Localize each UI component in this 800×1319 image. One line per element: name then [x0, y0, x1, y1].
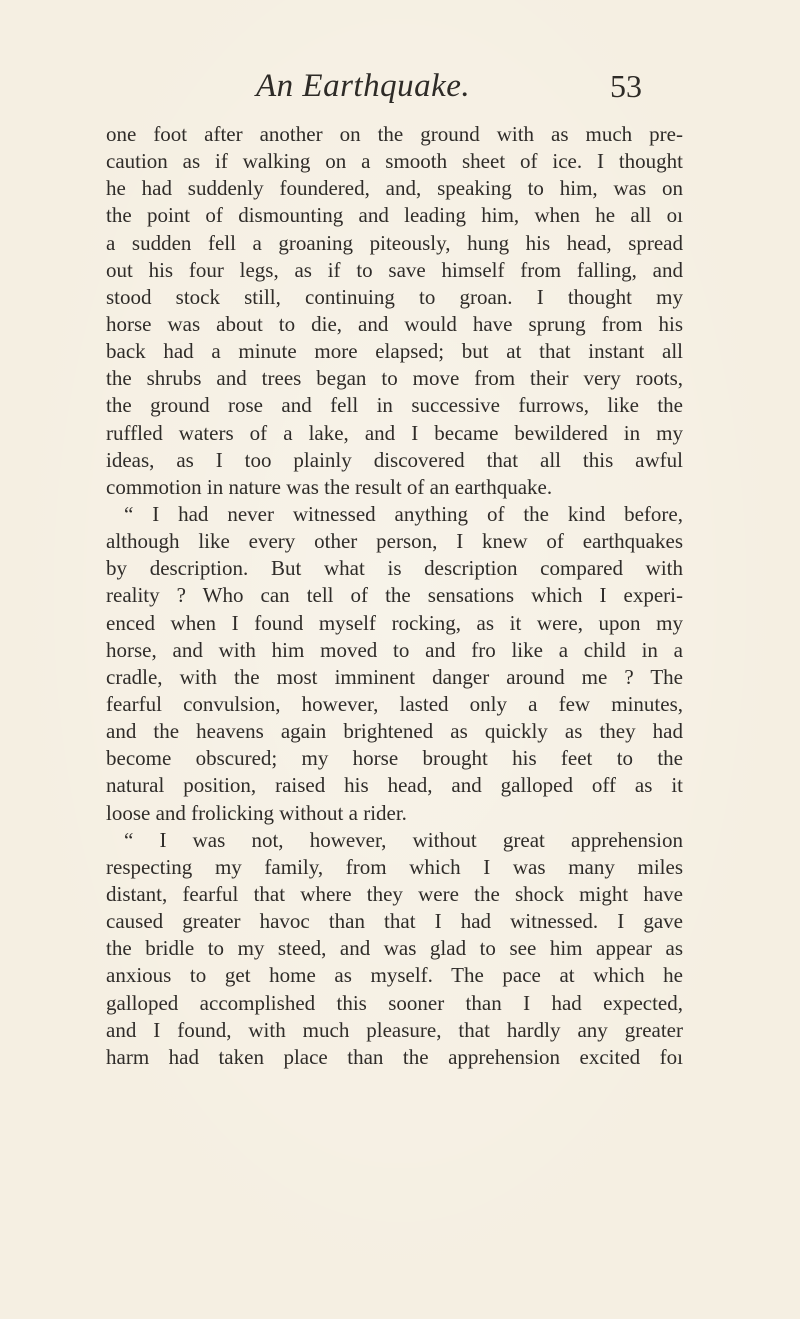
text-line: caused greater havoc than that I had witnessed. I gave — [106, 909, 683, 934]
text-line: and the heavens again brightened as quickly as they had — [106, 719, 683, 744]
text-line: commotion in nature was the result of an earthquake. — [106, 474, 553, 499]
text-line: and I found, with much pleasure, that hardly any greater — [106, 1017, 683, 1042]
text-line: distant, fearful that where they were the shock might have — [106, 881, 683, 906]
text-line: loose and frolicking without a rider. — [106, 800, 407, 825]
page-number: 53 — [610, 68, 642, 104]
text-line: respecting my family, from which I was many miles — [106, 854, 683, 879]
text-line: back had a minute more elapsed; but at that instant all — [106, 339, 683, 364]
text-line: cradle, with the most imminent danger around me ? The — [106, 664, 683, 689]
running-title: An Earthquake. — [256, 68, 471, 104]
text-line: horse, and with him moved to and fro like a child in a — [106, 637, 683, 662]
text-line: although like every other person, I knew of earthquakes — [106, 529, 683, 554]
text-line: become obscured; my horse brought his feet to the — [106, 746, 683, 771]
text-line: horse was about to die, and would have sprung from his — [106, 311, 683, 336]
text-line: harm had taken place than the apprehension excited foı — [106, 1044, 683, 1069]
running-head — [0, 68, 800, 108]
text-line: galloped accomplished this sooner than I had expected, — [106, 990, 683, 1015]
text-line: “ I had never witnessed anything of the kind before, — [124, 501, 683, 526]
text-line: by description. But what is description compared with — [106, 556, 683, 581]
text-line: the ground rose and fell in successive furrows, like the — [106, 393, 683, 418]
text-line: enced when I found myself rocking, as it were, upon my — [106, 610, 683, 635]
text-line: he had suddenly foundered, and, speaking to him, was on — [106, 176, 683, 201]
text-line: natural position, raised his head, and galloped off as it — [106, 773, 683, 798]
text-line: caution as if walking on a smooth sheet of ice. I thought — [106, 149, 683, 174]
text-line: stood stock still, continuing to groan. I thought my — [106, 284, 683, 309]
text-line: reality ? Who can tell of the sensations which I experi- — [106, 583, 683, 608]
text-line: the bridle to my steed, and was glad to see him appear as — [106, 936, 683, 961]
text-line: fearful convulsion, however, lasted only a few minutes, — [106, 691, 683, 716]
text-line: the shrubs and trees began to move from their very roots, — [106, 366, 683, 391]
text-line: ruffled waters of a lake, and I became bewildered in my — [106, 420, 683, 445]
text-line: “ I was not, however, without great apprehension — [124, 827, 683, 852]
text-line: anxious to get home as myself. The pace at which he — [106, 963, 683, 988]
text-line: out his four legs, as if to save himself from falling, and — [106, 257, 683, 282]
body-text — [106, 121, 683, 1071]
text-line: the point of dismounting and leading him, when he all oı — [106, 203, 683, 228]
text-line: one foot after another on the ground with as much pre- — [106, 122, 683, 146]
text-line: a sudden fell a groaning piteously, hung his head, spread — [106, 230, 683, 255]
text-line: ideas, as I too plainly discovered that all this awful — [106, 447, 683, 472]
